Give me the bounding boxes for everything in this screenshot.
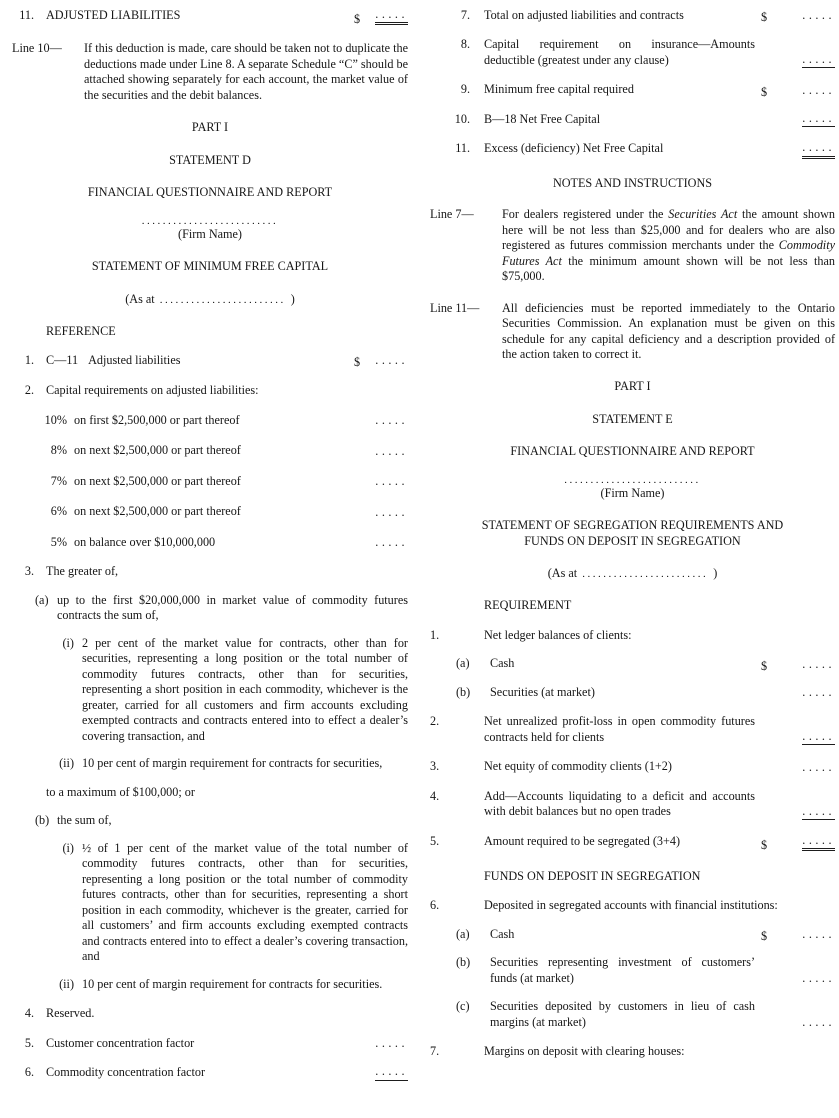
item-3b — [12, 813, 408, 828]
as-at-open: (As at — [125, 291, 155, 306]
part-heading: PART I — [191, 120, 229, 135]
pct-row-6 — [12, 504, 408, 519]
statement-heading: STATEMENT D — [169, 152, 251, 167]
amount-field — [354, 506, 408, 520]
pct-label: on first $2,500,000 or part thereof — [74, 412, 240, 427]
item-3b-i — [12, 841, 408, 965]
amount-field — [761, 9, 835, 23]
letter-tag: (b) — [456, 684, 471, 699]
statement-title-line1: STATEMENT OF SEGREGATION REQUIREMENTS AND — [481, 518, 784, 533]
amount-field — [761, 972, 835, 986]
note-text-segment: the minimum amount shown will be not less than $75,000. — [502, 253, 835, 284]
clause-text: the sum of, — [57, 813, 112, 828]
roman-tag: (ii) — [59, 976, 74, 991]
line-11-adjusted-liabilities-row — [12, 8, 408, 25]
dotted-blank: ..... — [802, 971, 835, 986]
item-3a — [12, 593, 408, 624]
item-3b-ii — [12, 977, 408, 992]
item-number: 2. — [430, 714, 440, 729]
item-6b-securities-investment — [430, 955, 835, 986]
item-number: 5. — [430, 833, 440, 848]
report-heading: FINANCIAL QUESTIONNAIRE AND REPORT — [510, 444, 755, 459]
amount-field — [761, 1016, 835, 1030]
dotted-blank: ..... — [802, 685, 835, 700]
roman-tag: (i) — [62, 635, 74, 650]
clause-text: Cash — [490, 926, 515, 941]
dollar-sign: $ — [354, 355, 361, 370]
item-number: 7. — [460, 8, 470, 22]
item-4-add-accounts — [430, 789, 835, 820]
clause-text: 10 per cent of margin requirement for contracts for securities, — [82, 756, 383, 771]
note-line-ref: Line 10— — [12, 41, 62, 56]
item-label: B—18 Net Free Capital — [484, 111, 601, 126]
note-line-10 — [12, 41, 408, 103]
item-number: 4. — [24, 1006, 34, 1021]
as-at-close: ) — [290, 291, 295, 306]
item-label: Net unrealized profit-loss in open commodity futures contracts held for clients — [484, 714, 755, 744]
clause-text: up to the first $20,000,000 in market value of commodity futures contracts the sum of, — [57, 592, 408, 623]
pct-label: on balance over $10,000,000 — [74, 534, 216, 549]
letter-tag: (a) — [35, 592, 49, 607]
dotted-blank: ..... — [802, 656, 835, 671]
dollar-sign: $ — [761, 929, 768, 944]
item-5-amount-segregated — [430, 834, 835, 851]
pct-label: on next $2,500,000 or part thereof — [74, 473, 241, 488]
percentage: 8% — [50, 443, 67, 458]
percentage: 7% — [50, 473, 67, 488]
note-text: All deficiencies must be reported immediately to the Ontario Securities Commission. An explanation must be given on this schedule for any capital deficiency and a description provided of the action taken to correct it. — [502, 300, 835, 361]
item-9-minimum-free-capital — [430, 82, 835, 97]
dotted-blank: ..... — [375, 535, 408, 550]
notes-instructions-heading: NOTES AND INSTRUCTIONS — [552, 175, 713, 190]
item-number: 10. — [454, 111, 470, 126]
dotted-blank: ..... — [375, 1035, 408, 1050]
amount-field — [354, 445, 408, 459]
item-label: Customer concentration factor — [46, 1035, 195, 1050]
note-text — [502, 207, 835, 284]
dotted-blank: ..... — [375, 443, 408, 458]
item-4-reserved — [12, 1006, 408, 1021]
dotted-blank: ..... — [802, 759, 835, 774]
dollar-sign: $ — [354, 12, 361, 26]
letter-tag: (a) — [456, 656, 470, 671]
item-6-deposited-segregated — [430, 898, 835, 913]
clause-text: Securities deposited by customers in lieu of cash margins (at market) — [490, 999, 755, 1029]
amount-field — [354, 475, 408, 489]
amount-field — [761, 834, 835, 851]
dollar-sign: $ — [761, 837, 768, 852]
item-number: 4. — [430, 788, 440, 803]
right-column — [430, 6, 835, 1081]
item-1b-securities — [430, 685, 835, 700]
as-at-close: ) — [713, 566, 718, 581]
clause-text: 10 per cent of margin requirement for contracts for securities. — [82, 976, 383, 991]
item-7-total-adjusted — [430, 8, 835, 23]
firm-name-label: (Firm Name) — [600, 485, 665, 500]
dotted-blank: ..... — [802, 141, 835, 158]
item-3a-i — [12, 636, 408, 744]
item-1a-cash — [430, 656, 835, 671]
pct-label: on next $2,500,000 or part thereof — [74, 443, 241, 458]
dotted-blank: ..... — [802, 730, 835, 745]
dotted-blank: ..... — [802, 82, 835, 97]
item-3-greater-of — [12, 564, 408, 579]
item-number: 8. — [460, 37, 470, 52]
amount-field — [354, 1037, 408, 1051]
amount-field — [354, 414, 408, 428]
requirement-label: REQUIREMENT — [484, 598, 572, 613]
item-number: 11. — [19, 8, 34, 22]
firm-name-blank: .......................... — [564, 473, 701, 486]
item-number: 3. — [430, 759, 440, 774]
amount-field — [761, 730, 835, 745]
note-text-segment: the amount shown here will be not less than $25,000 and for dealers who are also registered as futures commission merchants under the — [502, 207, 835, 253]
clause-text: 2 per cent of the market value for contracts, other than for securities, representing a long position or the total number of commodity futures contracts, other than for securities, representing a short position in each commodity, whichever is the greater, carried for all customers and firm accounts excluding exempted contracts and contracts entered into to effect a dealer’s covering transaction, and — [82, 635, 408, 743]
part-heading: PART I — [614, 379, 651, 394]
firm-name-label: (Firm Name) — [178, 226, 242, 241]
dotted-blank: ..... — [375, 353, 408, 368]
maximum-clause: to a maximum of $100,000; or — [46, 784, 195, 799]
dotted-blank: ..... — [375, 413, 408, 428]
clause-text: Cash — [490, 656, 515, 671]
note-line-ref: Line 7— — [430, 207, 474, 222]
statement-heading: STATEMENT E — [592, 411, 673, 426]
pct-label: on next $2,500,000 or part thereof — [74, 504, 241, 519]
percentage: 6% — [50, 504, 67, 519]
item-7-margins-clearing-houses — [430, 1044, 835, 1059]
item-2-capital-requirements — [12, 383, 408, 398]
item-6c-securities-lieu-cash — [430, 999, 835, 1030]
item-label: Excess (deficiency) Net Free Capital — [484, 141, 664, 156]
amount-field — [761, 53, 835, 68]
item-label: Minimum free capital required — [484, 82, 634, 97]
item-label: Reserved. — [46, 1006, 95, 1021]
as-at-line — [430, 566, 835, 582]
dotted-blank: ..... — [802, 927, 835, 942]
report-heading: FINANCIAL QUESTIONNAIRE AND REPORT — [87, 185, 333, 200]
dotted-blank: ..... — [802, 805, 835, 820]
left-column — [12, 6, 408, 1081]
item-label: Amount required to be segregated (3+4) — [484, 833, 681, 848]
item-11-excess-deficiency — [430, 141, 835, 158]
reference-label: REFERENCE — [46, 323, 116, 338]
statement-title-line2: FUNDS ON DEPOSIT IN SEGREGATION — [524, 533, 741, 548]
dotted-blank: ..... — [802, 8, 835, 23]
item-number: 1. — [430, 627, 440, 642]
dollar-sign: $ — [761, 84, 768, 99]
amount-field — [354, 536, 408, 550]
item-label: Net equity of commodity clients (1+2) — [484, 759, 672, 774]
item-number: 7. — [430, 1044, 440, 1059]
dollar-sign: $ — [761, 10, 768, 25]
item-label: Commodity concentration factor — [46, 1065, 206, 1080]
statement-title: STATEMENT OF MINIMUM FREE CAPITAL — [91, 259, 329, 274]
dotted-blank: ..... — [375, 504, 408, 519]
item-number: 3. — [24, 564, 34, 579]
note-line-11 — [430, 301, 835, 363]
item-label: Net ledger balances of clients: — [484, 627, 632, 642]
item-number: 6. — [24, 1065, 34, 1080]
item-number: 5. — [24, 1035, 34, 1050]
act-name-italic: Securities Act — [668, 207, 738, 222]
clause-text: Securities (at market) — [490, 684, 595, 699]
letter-tag: (b) — [35, 813, 50, 828]
item-label: Total on adjusted liabilities and contracts — [484, 8, 684, 22]
note-line-7 — [430, 207, 835, 284]
item-10-b18-net-free-capital — [430, 112, 835, 127]
item-label: Margins on deposit with clearing houses: — [484, 1044, 685, 1059]
pct-row-5 — [12, 535, 408, 550]
funds-on-deposit-heading: FUNDS ON DEPOSIT IN SEGREGATION — [484, 868, 701, 883]
letter-tag: (a) — [456, 926, 470, 941]
item-number: 1. — [24, 353, 34, 368]
firm-name-blank: .......................... — [141, 214, 279, 227]
item-3a-ii — [12, 756, 408, 771]
item-number: 11. — [455, 141, 470, 156]
dotted-blank: ..... — [802, 112, 835, 127]
percentage: 5% — [50, 534, 67, 549]
amount-field — [761, 141, 835, 158]
item-5-customer-concentration — [12, 1036, 408, 1051]
note-text-segment: For dealers registered under the — [502, 207, 669, 222]
item-number: 9. — [460, 82, 470, 97]
item-1-adjusted-liabilities — [12, 353, 408, 368]
item-label: ADJUSTED LIABILITIES — [46, 8, 181, 22]
item-text: Adjusted liabilities — [88, 353, 181, 368]
amount-field — [354, 354, 408, 368]
item-label — [46, 353, 348, 368]
item-label: Capital requirement on insurance—Amounts deductible (greatest under any clause) — [484, 37, 755, 67]
amount-field — [761, 686, 835, 700]
note-line-ref: Line 11— — [430, 300, 480, 315]
roman-tag: (i) — [62, 840, 74, 855]
pct-row-7 — [12, 474, 408, 489]
dollar-sign: $ — [761, 658, 768, 673]
clause-text: Securities representing investment of customers’ funds (at market) — [490, 955, 755, 985]
item-6-commodity-concentration — [12, 1065, 408, 1080]
dotted-blank: ..... — [375, 1065, 408, 1080]
item-2-net-unrealized — [430, 714, 835, 745]
dotted-blank: ..... — [802, 834, 835, 851]
item-3-net-equity — [430, 759, 835, 774]
item-label: The greater of, — [46, 564, 119, 579]
as-at-line — [12, 292, 408, 308]
roman-tag: (ii) — [59, 756, 74, 771]
letter-tag: (b) — [456, 955, 471, 970]
amount-field — [354, 8, 408, 25]
percentage: 10% — [44, 412, 67, 427]
amount-field — [761, 761, 835, 775]
amount-field — [761, 84, 835, 98]
dotted-blank: ..... — [802, 53, 835, 68]
item-label: Add—Accounts liquidating to a deficit and accounts with debit balances but no open trades — [484, 788, 755, 819]
note-text: If this deduction is made, care should be taken not to duplicate the deductions made under Line 8. A separate Schedule “C” should be attached showing separately for each account, the market value of the securities and the debit balances. — [84, 41, 408, 102]
amount-field — [761, 805, 835, 820]
dotted-blank: ..... — [375, 8, 408, 25]
dotted-blank: ..... — [802, 1015, 835, 1030]
clause-text: ½ of 1 per cent of the market value of the total number of commodity futures contracts, other than for securities, representing a long position or the total number of commodity futures contracts, other than for securities, representing a short position in each commodity, whichever is the greater, carried for all customers’ and firm accounts excluding exempted contracts and contracts entered into to effect a dealer’s covering transaction, and — [82, 840, 408, 964]
dotted-blank: ..... — [375, 474, 408, 489]
reference-code: C—11 — [46, 353, 79, 368]
amount-field — [761, 112, 835, 127]
item-6a-cash — [430, 927, 835, 942]
amount-field — [761, 928, 835, 942]
item-1-net-ledger-balances — [430, 628, 835, 643]
as-at-date-blank: ........................ — [582, 568, 709, 581]
pct-row-10 — [12, 413, 408, 428]
as-at-open: (As at — [547, 566, 578, 581]
item-number: 6. — [430, 898, 440, 913]
item-label: Capital requirements on adjusted liabilities: — [46, 382, 259, 397]
act-name-italic: Commodity Futures Act — [502, 238, 835, 268]
item-label: Deposited in segregated accounts with financial institutions: — [484, 898, 778, 913]
as-at-date-blank: ........................ — [159, 293, 286, 306]
amount-field — [354, 1065, 408, 1080]
item-number: 2. — [24, 382, 34, 397]
pct-row-8 — [12, 443, 408, 458]
amount-field — [761, 658, 835, 672]
item-8-capital-requirement-insurance — [430, 37, 835, 68]
letter-tag: (c) — [456, 999, 470, 1014]
